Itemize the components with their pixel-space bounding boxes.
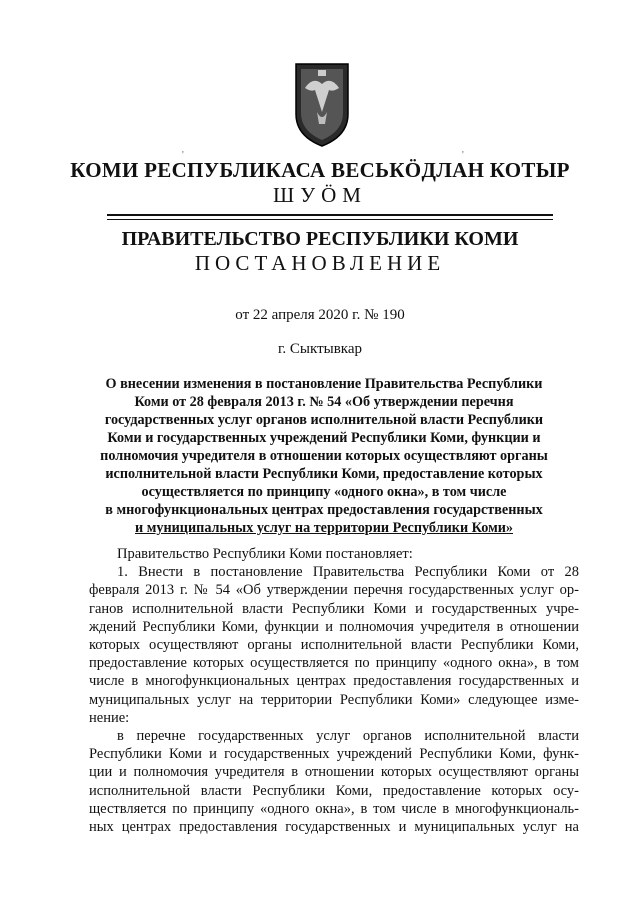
document-date-number: от 22 апреля 2020 г. № 190: [235, 307, 405, 323]
body-line: ждений Республики Коми, функции и полномочия учредителя в отношении: [89, 618, 579, 635]
scan-marks: ': [182, 150, 184, 161]
subject-line: государственных услуг органов исполнительной власти Республики: [104, 412, 544, 428]
body-line: ных центрах предоставления государственных и муниципальных услуг на: [89, 819, 579, 836]
body-line: ции и полномочия учредителя в отношении которых осуществляют органы: [89, 764, 579, 781]
document-place: г. Сыктывкар: [277, 341, 363, 357]
body-line: 1. Внести в постановление Правительства Республики Коми от 28: [117, 564, 579, 581]
body-line: февраля 2013 г. № 54 «Об утверждении перечня государственных услуг ор-: [89, 582, 579, 599]
scan-marks: ': [462, 150, 464, 161]
subject-line: осуществляется по принципу «одного окна», в том числе: [141, 484, 507, 500]
body-line: муниципальных услуг на территории Республики Коми» следующее изме-: [89, 691, 579, 708]
body-line: которых осуществляют органы исполнительной власти Республики Коми,: [89, 637, 579, 654]
body-line: Республики Коми и государственных учреждений Республики Коми, функ-: [89, 746, 579, 763]
body-line: ществляется по принципу «одного окна», в том числе в многофункциональ-: [89, 800, 579, 817]
subject-line: полномочия учредителя в отношении которых осуществляют органы: [100, 448, 548, 464]
body-line: ганов исполнительной власти Республики Коми и государственных учре-: [89, 600, 579, 617]
subject-line: Коми и государственных учреждений Республики Коми, функции и: [107, 430, 541, 446]
subject-line: в многофункциональных центрах предоставления государственных: [105, 502, 543, 518]
body-line: в перечне государственных услуг органов исполнительной власти: [117, 728, 579, 745]
body-line: исполнительной власти Республики Коми, предоставление которых осу-: [89, 782, 579, 799]
body-line: Правительство Республики Коми постановляет:: [117, 546, 413, 562]
body-line: нение:: [89, 709, 130, 726]
subject-line: О внесении изменения в постановление Правительства Республики: [105, 376, 543, 392]
document-body: [89, 545, 579, 836]
komi-header-line1: КОМИ РЕСПУБЛИКАСА ВЕСЬКÖДЛАН КОТЫР: [70, 158, 570, 182]
subject-line: исполнительной власти Республики Коми, предоставление которых: [105, 466, 543, 482]
body-line: числе в многофункциональных центрах предоставления государственных и: [89, 673, 579, 690]
document-subject: [84, 375, 564, 537]
document-type: ПОСТАНОВЛЕНИЕ: [194, 251, 446, 275]
government-title: ПРАВИТЕЛЬСТВО РЕСПУБЛИКИ КОМИ: [121, 228, 519, 250]
coat-of-arms-emblem: [293, 62, 351, 148]
body-line: предоставление которых осуществляется по принципу «одного окна», в том: [89, 655, 579, 672]
komi-header-line2: ШУÖМ: [273, 183, 367, 207]
header-divider-thick: [107, 214, 553, 216]
header-divider-thin: [107, 219, 553, 220]
subject-line: Коми от 28 февраля 2013 г. № 54 «Об утверждении перечня: [134, 394, 514, 410]
subject-line: и муниципальных услуг на территории Республики Коми»: [134, 520, 514, 536]
